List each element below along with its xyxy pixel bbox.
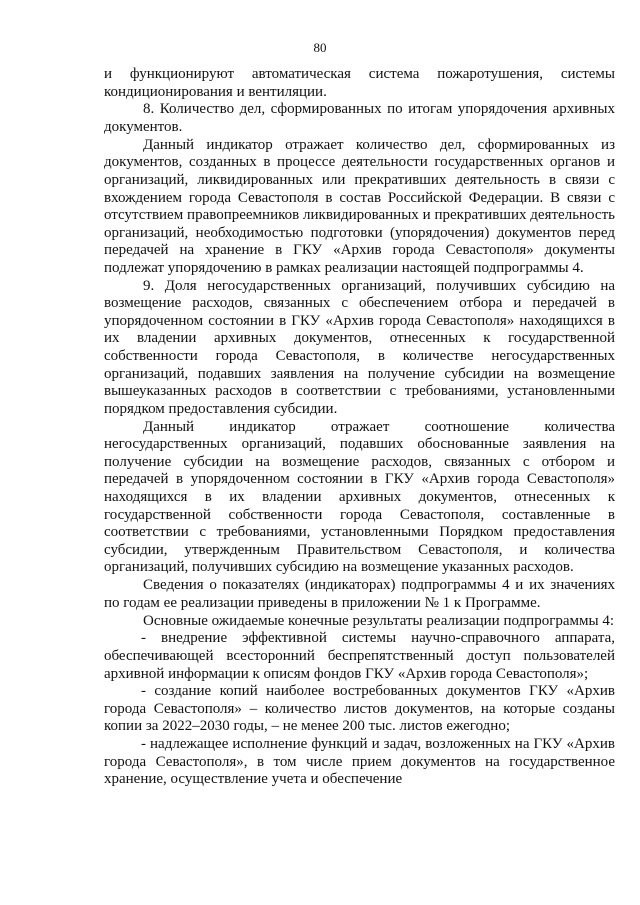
paragraph: Данный индикатор отражает соотношение количества негосударственных организаций, подавших обоснованные заявления на получение субсидии на возмещение расходов, связанных с отбором и передачей в упорядоченном состоянии в ГКУ «Архив города Севастополя» находящихся в их владении архивных документов, отнесенных к государственной собственности города Севастополя, составленные в соответствии с требованиями, установленными Порядком предоставления субсидии, утвержденным Правительством Севастополя, и количества организаций, получивших субсидию на возмещение указанных расходов.	[104, 418, 615, 576]
list-item: - внедрение эффективной системы научно-справочного аппарата, обеспечивающей всесторонний беспрепятственный доступ пользователей архивной информации к описям фондов ГКУ «Архив города Севастополя»;	[104, 630, 615, 682]
paragraph: Основные ожидаемые конечные результаты реализации подпрограммы 4:	[143, 612, 614, 629]
list-item: - создание копий наиболее востребованных документов ГКУ «Архив города Севастополя» – количество листов документов, на которые созданы копии за 2022–2030 годы, – не менее 200 тыс. листов ежегодно;	[104, 683, 615, 735]
paragraph: 8. Количество дел, сформированных по итогам упорядочения архивных документов.	[104, 101, 615, 135]
paragraph: 9. Доля негосударственных организаций, получивших субсидию на возмещение расходов, связанных с обеспечением отбора и передачей в упорядоченном состоянии в ГКУ «Архив города Севастополя» находящихся в их владении архивных документов, отнесенных к государственной собственности города Севастополя, в количестве негосударственных организаций, подавших заявления на получение субсидии на возмещение вышеуказанных расходов в соответствии с требованиями, установленными порядком предоставления субсидии.	[104, 277, 615, 417]
list-item: - надлежащее исполнение функций и задач, возложенных на ГКУ «Архив города Севастополя», в том числе прием документов на государственное хранение, осуществление учета и обеспечение	[104, 736, 615, 788]
paragraph: и функционируют автоматическая система пожаротушения, системы кондиционирования и вентиляции.	[104, 66, 615, 100]
paragraph: Сведения о показателях (индикаторах) подпрограммы 4 и их значениях по годам ее реализации приведены в приложении № 1 к Программе.	[104, 577, 615, 611]
body-text	[104, 66, 615, 789]
paragraph: Данный индикатор отражает количество дел, сформированных из документов, созданных в процессе деятельности государственных органов и организаций, ликвидированных или прекративших деятельность в связи с вхождением города Севастополя в состав Российской Федерации. В связи с отсутствием правопреемников ликвидированных и прекративших деятельность организаций, необходимостью подготовки (упорядочения) документов перед передачей на хранение в ГКУ «Архив города Севастополя» документы подлежат упорядочению в рамках реализации настоящей подпрограммы 4.	[104, 136, 615, 276]
page-number: 80	[313, 40, 327, 55]
